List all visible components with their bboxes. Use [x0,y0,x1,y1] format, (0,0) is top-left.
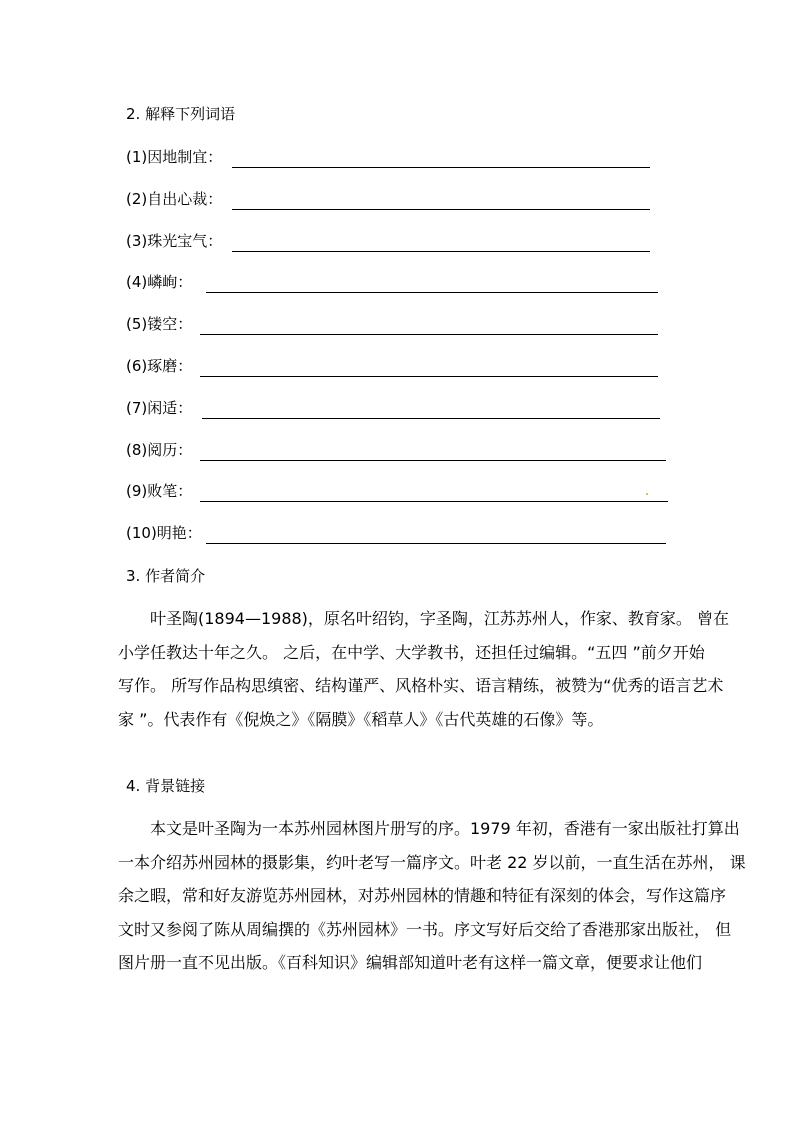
answer-blank[interactable] [206,523,666,544]
answer-blank[interactable] [206,272,658,293]
paragraph-line: 小学任教达十年之久。 之后，在中学、大学教书，还担任过编辑。“五四 ”前夕开始 [118,642,705,662]
vocab-label: (9)败笔： [126,482,193,500]
paragraph-line: 叶圣陶(1894—1988)，原名叶绍钧，字圣陶，江苏苏州人，作家、教育家。 曾在 [118,609,730,628]
vocab-label: (8)阅历： [126,441,193,459]
paragraph-line: 一本介绍苏州园林的摄影集，约叶老写一篇序文。叶老 22 岁以前，一直生活在苏州， 课 [118,852,746,872]
vocab-label: (4)嶙峋： [126,273,193,291]
paragraph-line: 本文是叶圣陶为一本苏州园林图片册写的序。1979 年初，香港有一家出版社打算出 [118,819,740,838]
vocab-label: (1)因地制宜： [126,148,223,166]
stray-mark [646,493,648,495]
paragraph-line: 图片册一直不见出版。《百科知识》编辑部知道叶老有这样一篇文章，便要求让他们 [118,953,703,973]
answer-blank[interactable] [200,440,666,461]
vocab-label: (3)珠光宝气： [126,232,223,250]
answer-blank[interactable] [200,314,658,335]
vocab-label: (7)闲适： [126,399,193,417]
vocab-label: (5)镂空： [126,315,193,333]
paragraph-line: 余之暇，常和好友游览苏州园林，对苏州园林的情趣和特征有深刻的体会，写作这篇序 [118,886,727,906]
vocab-label: (2)自出心裁： [126,190,223,208]
paragraph-line: 写作。 所写作品构思缜密、结构谨严、风格朴实、语言精练，被赞为“优秀的语言艺术 [118,676,724,696]
section-4-heading: 4. 背景链接 [126,777,206,795]
author-bio-paragraph [118,602,730,736]
answer-blank[interactable] [232,189,650,210]
background-paragraph [118,812,746,980]
paragraph-line: 文时又参阅了陈从周编撰的《苏州园林》一书。序文写好后交给了香港那家出版社， 但 [118,919,732,939]
answer-blank[interactable] [232,231,650,252]
answer-blank[interactable] [232,147,650,168]
answer-blank[interactable] [202,398,660,419]
vocab-label: (10)明艳： [126,524,202,542]
vocab-label: (6)琢磨： [126,357,193,375]
section-2-heading: 2. 解释下列词语 [126,105,236,123]
answer-blank[interactable] [200,481,668,502]
paragraph-line: 家 ”。代表作有《倪焕之》《隔膜》《稻草人》《古代英雄的石像》等。 [118,709,604,729]
section-3-heading: 3. 作者简介 [126,567,206,585]
answer-blank[interactable] [200,356,658,377]
